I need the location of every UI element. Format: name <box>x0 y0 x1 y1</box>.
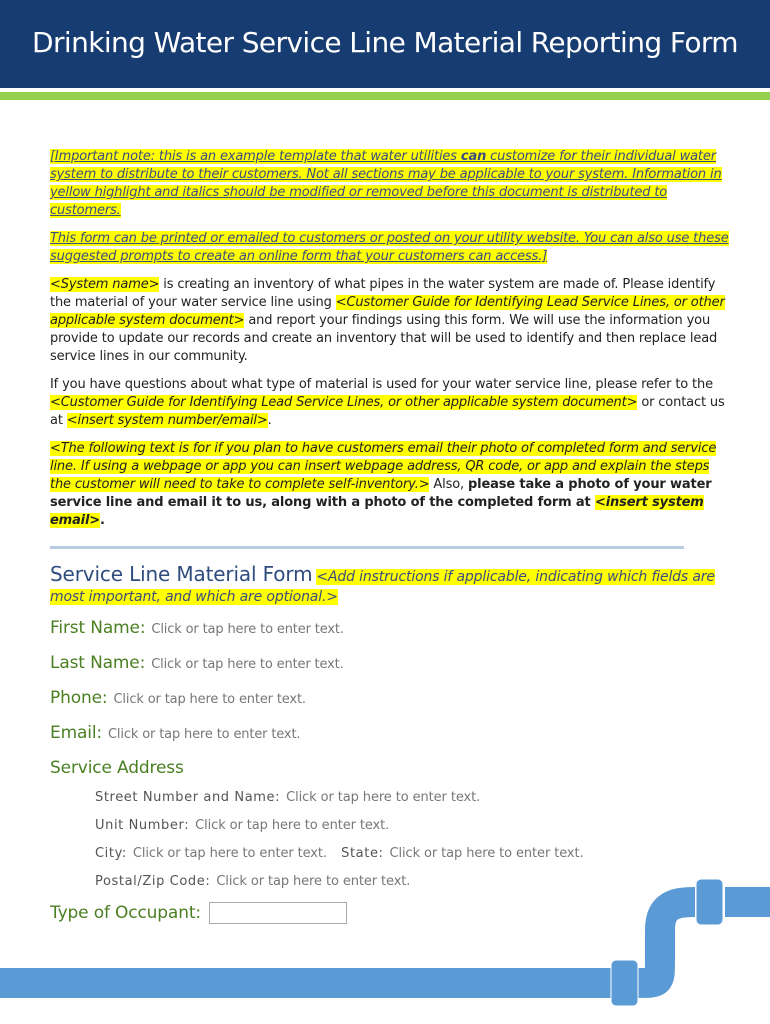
pipe-coupling <box>611 960 638 1006</box>
body-text: or contact us at <box>50 395 725 428</box>
phone-input[interactable]: Click or tap here to enter text. <box>113 692 306 707</box>
email-input[interactable]: Click or tap here to enter text. <box>108 727 301 742</box>
service-address-heading: Service Address <box>50 758 184 778</box>
unit-input[interactable]: Click or tap here to enter text. <box>195 818 390 833</box>
placeholder-contact: <insert system number/email> <box>66 413 268 428</box>
zip-input[interactable]: Click or tap here to enter text. <box>216 874 411 889</box>
field-label: First Name: <box>50 618 146 638</box>
pipe-coupling <box>696 879 723 925</box>
field-label: City: <box>95 846 127 861</box>
pipe-bend <box>638 902 695 983</box>
body-text: Also, <box>429 477 469 492</box>
street-input[interactable]: Click or tap here to enter text. <box>286 790 481 805</box>
field-label: State: <box>341 846 384 861</box>
bold-instruction: please take a photo of your water service line and email it to us, along with a photo of the completed form at <box>50 477 712 510</box>
field-label: Last Name: <box>50 653 146 673</box>
field-label: Postal/Zip Code: <box>95 874 211 889</box>
city-input[interactable]: Click or tap here to enter text. <box>132 846 327 861</box>
form-instructions: <Add instructions if applicable, indicating which fields are most important, and which are optional.> <box>50 569 715 605</box>
placeholder-instructions: <The following text is for if you plan to have customers email their photo of completed form and service line. If using a webpage or app you can insert webpage address, QR code, or app and explain the steps the customer will need to take to complete self-inventory.> <box>50 441 717 492</box>
pipe-segment <box>725 887 770 917</box>
note-text: customize for their individual water system to distribute to their customers. Not all sections may be applicable to your system. Information in yellow highlight and italics should be modified or removed before this document is distributed to customers. <box>50 149 722 218</box>
note-text: This form can be printed or emailed to customers or posted on your utility website. You can also use these suggested prompts to create an online form that your customers can access.] <box>50 231 729 264</box>
field-label: Phone: <box>50 688 108 708</box>
field-label: Email: <box>50 723 102 743</box>
period: . <box>100 513 105 528</box>
page-title: Drinking Water Service Line Material Reporting Form <box>32 26 738 59</box>
form-title: Service Line Material Form <box>50 562 313 586</box>
placeholder-guide: <Customer Guide for Identifying Lead Service Lines, or other applicable system document> <box>50 395 638 410</box>
state-input[interactable]: Click or tap here to enter text. <box>389 846 584 861</box>
field-label: Street Number and Name: <box>95 790 281 805</box>
last-name-input[interactable]: Click or tap here to enter text. <box>151 657 344 672</box>
field-label: Unit Number: <box>95 818 190 833</box>
first-name-input[interactable]: Click or tap here to enter text. <box>151 622 344 637</box>
placeholder-email: <insert system email> <box>50 495 704 528</box>
field-label: Type of Occupant: <box>50 903 201 923</box>
period: . <box>267 413 272 428</box>
placeholder-guide: <Customer Guide for Identifying Lead Service Lines, or other applicable system document> <box>50 295 725 328</box>
body-text: is creating an inventory of what pipes in the water system are made of. Please identify the material of your water service line using <box>50 277 716 310</box>
note-emphasis: can <box>460 149 487 164</box>
placeholder-system-name: <System name> <box>50 277 160 292</box>
body-text: If you have questions about what type of material is used for your water service line, please refer to the <box>50 377 713 392</box>
body-text: and report your findings using this form. We will use the information you provide to update our records and create an inventory that will be used to identify and then replace lead service lines in our community. <box>50 313 718 364</box>
note-text: [Important note: this is an example template that water utilities <box>50 149 461 164</box>
